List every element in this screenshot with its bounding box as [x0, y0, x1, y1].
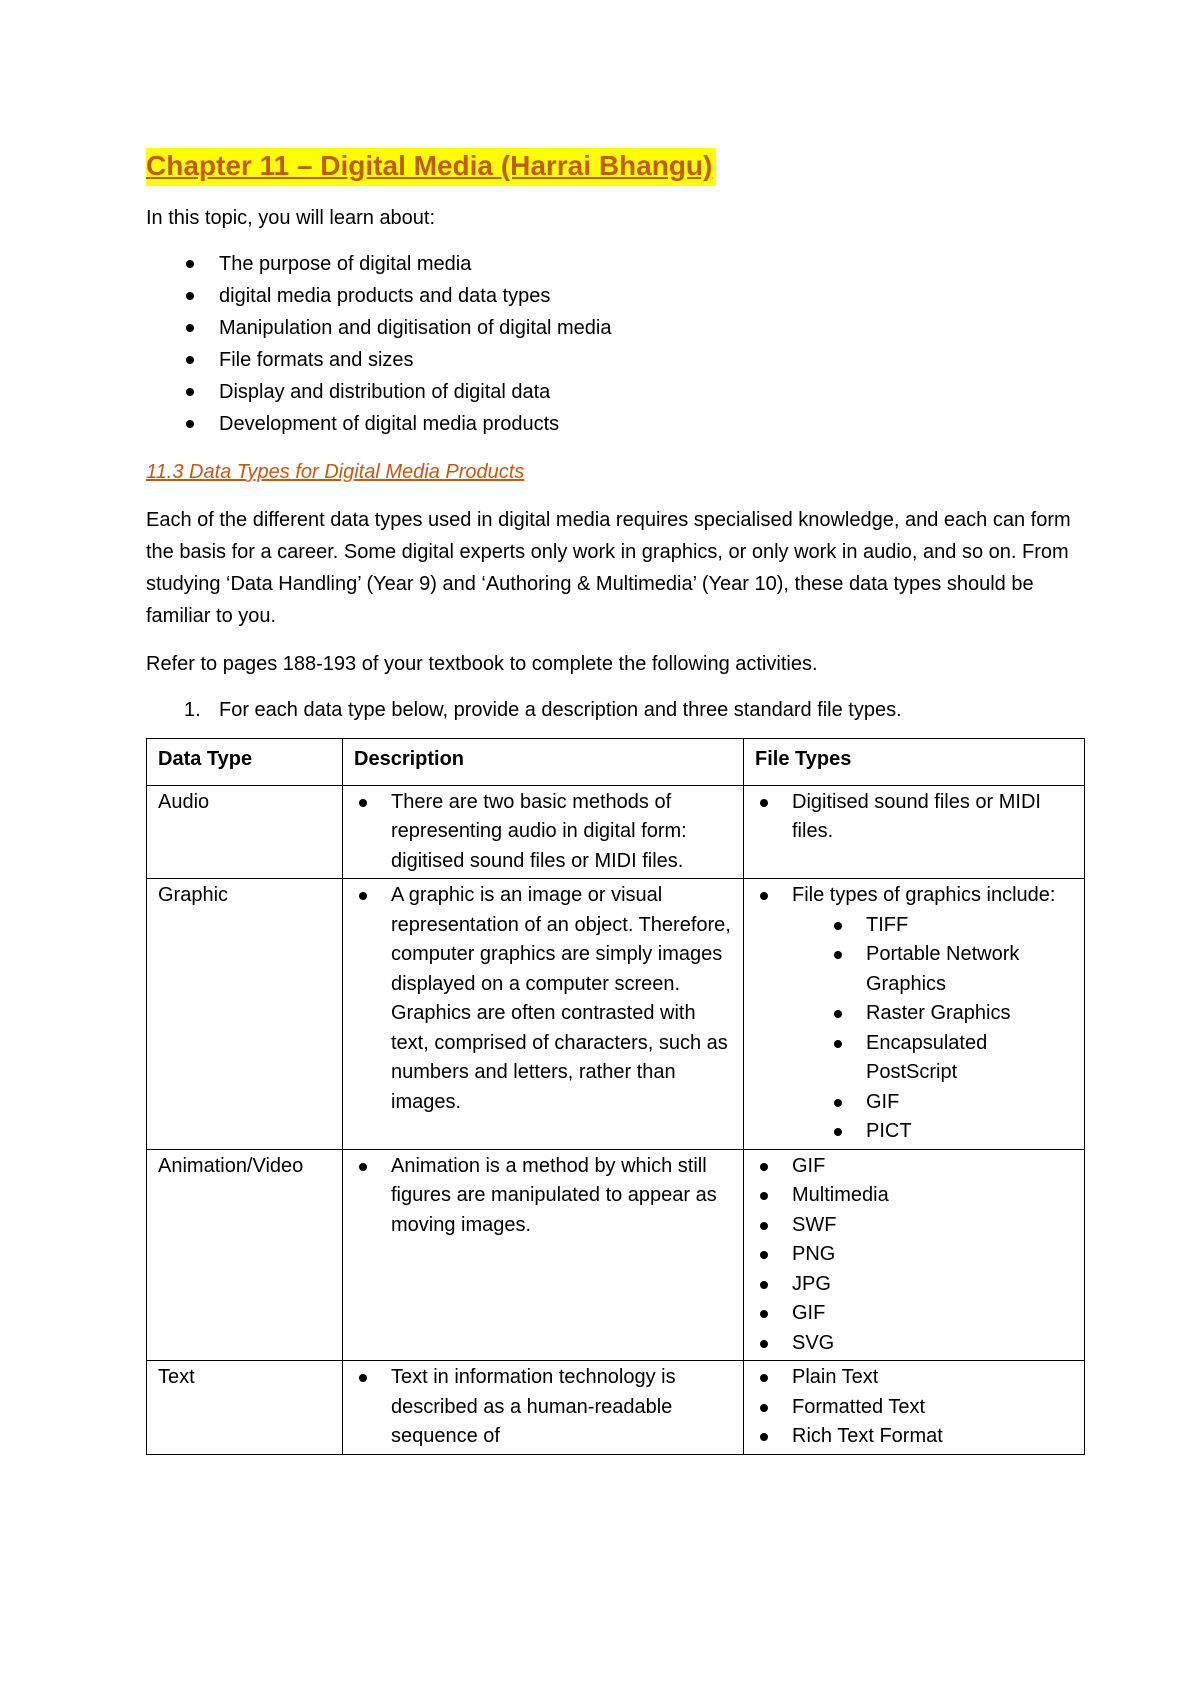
table-header-row: [147, 739, 1085, 786]
bullet-icon: [834, 1128, 842, 1136]
data-types-table: [146, 738, 1085, 1455]
bullet-icon: [359, 1163, 367, 1171]
intro-text: In this topic, you will learn about:: [146, 207, 436, 229]
list-item: Development of digital media products: [146, 408, 1086, 440]
list-item: JPG: [755, 1270, 1074, 1300]
bullet-icon: [834, 1040, 842, 1048]
list-item: Animation is a method by which still figures are manipulated to appear as moving images.: [354, 1152, 733, 1241]
bullet-icon: [186, 388, 194, 396]
chapter-title: Chapter 11 – Digital Media (Harrai Bhangu): [146, 148, 716, 186]
list-item: File types of graphics include: TIFF Portable Network Graphics Raster Graphics Encapsulated PostScript GIF PICT: [755, 881, 1074, 1147]
activity-instruction: [146, 694, 1086, 726]
cell-description: [343, 879, 744, 1150]
bullet-icon: [359, 892, 367, 900]
list-item: Display and distribution of digital data: [146, 376, 1086, 408]
list-item: Portable Network Graphics: [792, 940, 1074, 999]
list-item: GIF: [792, 1088, 1074, 1118]
bullet-icon: [834, 1099, 842, 1107]
document-page: [146, 148, 1086, 1455]
header-file-types: File Types: [744, 739, 1085, 786]
cell-description: [343, 785, 744, 879]
header-description: Description: [343, 739, 744, 786]
cell-data-type: Graphic: [147, 879, 343, 1150]
bullet-icon: [186, 420, 194, 428]
list-item: Digitised sound files or MIDI files.: [755, 788, 1074, 847]
cell-data-type: Text: [147, 1361, 343, 1455]
list-item: File formats and sizes: [146, 344, 1086, 376]
list-item: Multimedia: [755, 1181, 1074, 1211]
table-row: [147, 785, 1085, 879]
cell-file-types: [744, 879, 1085, 1150]
bullet-icon: [834, 951, 842, 959]
list-item: Encapsulated PostScript: [792, 1029, 1074, 1088]
activity-text: For each data type below, provide a description and three standard file types.: [219, 699, 902, 721]
table-row: [147, 1149, 1085, 1361]
bullet-icon: [834, 1010, 842, 1018]
list-item: The purpose of digital media: [146, 248, 1086, 280]
table-row: [147, 1361, 1085, 1455]
paragraph-data-types: Each of the different data types used in digital media requires specialised knowledge, and each can form the basis for a career. Some digital experts only work in graphics, or only work in audio, and so on. From studying ‘Data Handling’ (Year 9) and ‘Authoring & Multimedia’ (Year 10), these data types should be familiar to you.: [146, 509, 1071, 627]
list-item: PNG: [755, 1240, 1074, 1270]
list-item: Text in information technology is described as a human-readable sequence of: [354, 1363, 733, 1452]
bullet-icon: [834, 922, 842, 930]
list-item: Plain Text: [755, 1363, 1074, 1393]
bullet-icon: [186, 260, 194, 268]
list-item: A graphic is an image or visual representation of an object. Therefore, computer graphics are simply images displayed on a computer screen. Graphics are often contrasted with text, comprised of characters, such as numbers and letters, rather than images.: [354, 881, 733, 1117]
cell-description: [343, 1149, 744, 1361]
header-data-type: Data Type: [147, 739, 343, 786]
list-item: digital media products and data types: [146, 280, 1086, 312]
list-item: Manipulation and digitisation of digital media: [146, 312, 1086, 344]
bullet-icon: [186, 324, 194, 332]
cell-description: [343, 1361, 744, 1455]
bullet-icon: [760, 1222, 768, 1230]
list-item: Formatted Text: [755, 1393, 1074, 1423]
bullet-icon: [760, 1310, 768, 1318]
list-item: There are two basic methods of representing audio in digital form: digitised sound files or MIDI files.: [354, 788, 733, 877]
cell-file-types: [744, 1361, 1085, 1455]
bullet-icon: [760, 1281, 768, 1289]
table-row: [147, 879, 1085, 1150]
list-item: Rich Text Format: [755, 1422, 1074, 1452]
cell-file-types: [744, 1149, 1085, 1361]
list-item: SVG: [755, 1329, 1074, 1359]
bullet-icon: [760, 1192, 768, 1200]
bullet-icon: [760, 1374, 768, 1382]
bullet-icon: [359, 1374, 367, 1382]
bullet-icon: [760, 1340, 768, 1348]
bullet-icon: [760, 1433, 768, 1441]
activity-number: 1.: [184, 699, 201, 721]
bullet-icon: [186, 356, 194, 364]
bullet-icon: [760, 799, 768, 807]
paragraph-refer-pages: Refer to pages 188-193 of your textbook to complete the following activities.: [146, 653, 818, 675]
cell-file-types: [744, 785, 1085, 879]
sub-list: [792, 911, 1074, 1147]
list-item: TIFF: [792, 911, 1074, 941]
bullet-icon: [760, 1404, 768, 1412]
bullet-icon: [359, 799, 367, 807]
cell-data-type: Audio: [147, 785, 343, 879]
bullet-icon: [186, 292, 194, 300]
bullet-icon: [760, 1251, 768, 1259]
bullet-icon: [760, 1163, 768, 1171]
list-item: SWF: [755, 1211, 1074, 1241]
list-item: PICT: [792, 1117, 1074, 1147]
topic-list: [146, 248, 1086, 440]
cell-data-type: Animation/Video: [147, 1149, 343, 1361]
bullet-icon: [760, 892, 768, 900]
list-item: Raster Graphics: [792, 999, 1074, 1029]
section-heading: 11.3 Data Types for Digital Media Products: [146, 461, 525, 483]
list-item: GIF: [755, 1152, 1074, 1182]
list-item: GIF: [755, 1299, 1074, 1329]
